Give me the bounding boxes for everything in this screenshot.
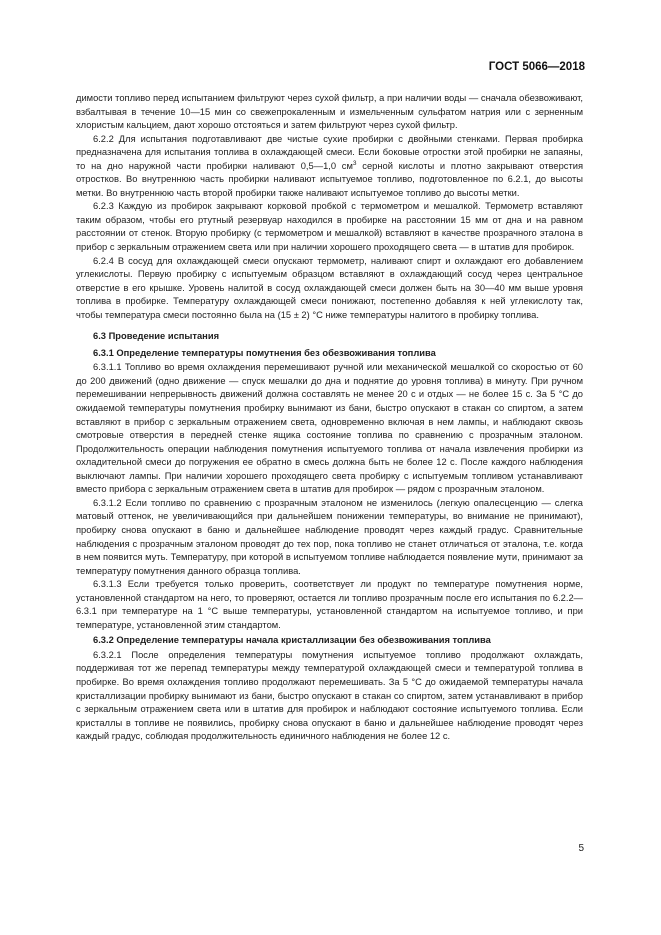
- section-heading-6-3: 6.3 Проведение испытания: [93, 331, 220, 342]
- paragraph-6-3-2-1: 6.3.2.1 После определения температуры помутнения испытуемое топливо продолжают охлаждать, поддерживая тот же перепад температуры между температурой охлаждающей смеси и температурой топлива в пробирке. Во время охлаждения топливо продолжают перемешивать. За 5 °С до ожидаемой температуры начала кристаллизации пробирку вынимают из бани, быстро опускают в стакан со спиртом, затем устанавливают в прибор с зеркальным отражением света или в штатив для пробирок и наблюдают состояние испытуемого топлива. Если кристаллы в топливе не появились, пробирку снова опускают в баню и дальнейшее наблюдение проводят через каждый градус, соблюдая продолжительность единичного наблюдения не более 12 с.: [76, 649, 583, 742]
- page-number: 5: [578, 843, 584, 854]
- paragraph-6-2-4: 6.2.4 В сосуд для охлаждающей смеси опускают термометр, наливают спирт и охлаждают его добавлением углекислоты. Первую пробирку с испытуемым образцом вставляют в охлаждающий сосуд через центральное отверстие в его крышке. Уровень налитой в сосуд охлаждающей смеси должен быть на 30—40 мм выше уровня топлива в пробирке. Температуру охлаждающей смеси понижают, постепенно добавляя к ней углекислоту так, чтобы температура смеси постоянно была на (15 ± 2) °С ниже температуры налитого в пробирку топлива.: [76, 255, 583, 320]
- document-body: [76, 92, 583, 744]
- paragraph-6-2-2-part-a: 6.2.2 Для испытания подготавливают две чистые сухие пробирки с двойными стенками. Первая пробирка предназначена для испытания топлива в охлаждающей смеси. Если боковые отростки этой пробирки не запаяны, то на дно наружной части пробирки наливают 0,5—1,0 см: [76, 133, 583, 171]
- superscript-cube: 3: [352, 159, 357, 167]
- paragraph-6-2-3: 6.2.3 Каждую из пробирок закрывают корковой пробкой с термометром и мешалкой. Термометр вставляют таким образом, чтобы его ртутный резервуар находился в пробирке на расстоянии 15 мм от дна и на равном расстоянии от стенок. Вторую пробирку (с термометром и мешалкой) вставляют в качестве прозрачного эталона в прибор с зеркальным отражением света или при наличии хорошего проходящего света — в штатив для пробирок.: [76, 201, 583, 253]
- paragraph-6-3-1-3: 6.3.1.3 Если требуется только проверить, соответствует ли продукт по температуре помутнения норме, установленной стандартом на него, то проверяют, остается ли топливо прозрачным после его испытания по 6.2.2—6.3.1 при температуре на 1 °С выше температуры, установленной стандартом на испытуемое топливо, и при температуре, установленной этим стандартом.: [76, 579, 583, 630]
- subsection-heading-6-3-2: 6.3.2 Определение температуры начала кристаллизации без обезвоживания топлива: [93, 635, 491, 646]
- standard-header: ГОСТ 5066—2018: [488, 61, 585, 73]
- paragraph-6-2-2: [76, 133, 583, 201]
- paragraph-6-2-2-part-b: серной кислоты и плотно закрывают отверстия отростков. Во внутреннюю часть пробирки наливают испытуемое топливо, подготовленное по 6.2.1, до высоты метки. Во внутреннюю часть второй пробирки также наливают испытуемое топливо до высоты метки.: [76, 160, 584, 198]
- paragraph-6-3-1-2: 6.3.1.2 Если топливо по сравнению с прозрачным эталоном не изменилось (легкую опалесценцию — слегка матовый оттенок, не увеличивающийся при дальнейшем понижении температуры, во внимание не принимают), пробирку снова опускают в баню и дальнейшее наблюдение проводят через каждый градус. Сравнительные наблюдения с прозрачным эталоном проводят до тех пор, пока топливо не станет отличаться от эталона, т.е. когда в нем появится муть. Температуру, при которой в испытуемом топливе наблюдается появление мути, принимают за температуру помутнения данного образца топлива.: [76, 497, 583, 576]
- subsection-heading-6-3-1: 6.3.1 Определение температуры помутнения без обезвоживания топлива: [93, 347, 436, 358]
- paragraph-continuation: димости топливо перед испытанием фильтруют через сухой фильтр, а при наличии воды — сначала обезвоживают, взбалтывая в течение 10—15 мин со свежепрокаленным и измельченным сульфатом натрия или с зерненным хлористым кальцием, дают хорошо отстояться и затем фильтруют через сухой фильтр.: [76, 93, 583, 131]
- paragraph-6-3-1-1: 6.3.1.1 Топливо во время охлаждения перемешивают ручной или механической мешалкой со скоростью от 60 до 200 движений (одно движение — спуск мешалки до дна и поднятие до уровня топлива) в минуту. При ручном перемешивании непрерывность движений должна составлять не менее 20 с и отдых — не более 15 с. За 5 °С до ожидаемой температуры помутнения пробирку вынимают из бани, быстро опускают в стакан со спиртом, а затем вставляют в прибор с зеркальным отражением света, одновременно включая в нем лампы, и наблюдают сквозь смотровые отверстия в передней стенке ящика состояние топлива по сравнению с прозрачным эталоном. Продолжительность операции наблюдения помутнения испытуемого топлива от начала извлечения пробирки из охладительной смеси до погружения ее обратно в смесь должна быть не более 12 с. После каждого наблюдения выключают лампы. При наличии хорошего проходящего света пробирку с испытуемым топливом устанавливают вместо прибора с зеркальным отражением света в штатив для пробирок — рядом с прозрачным эталоном.: [76, 362, 583, 495]
